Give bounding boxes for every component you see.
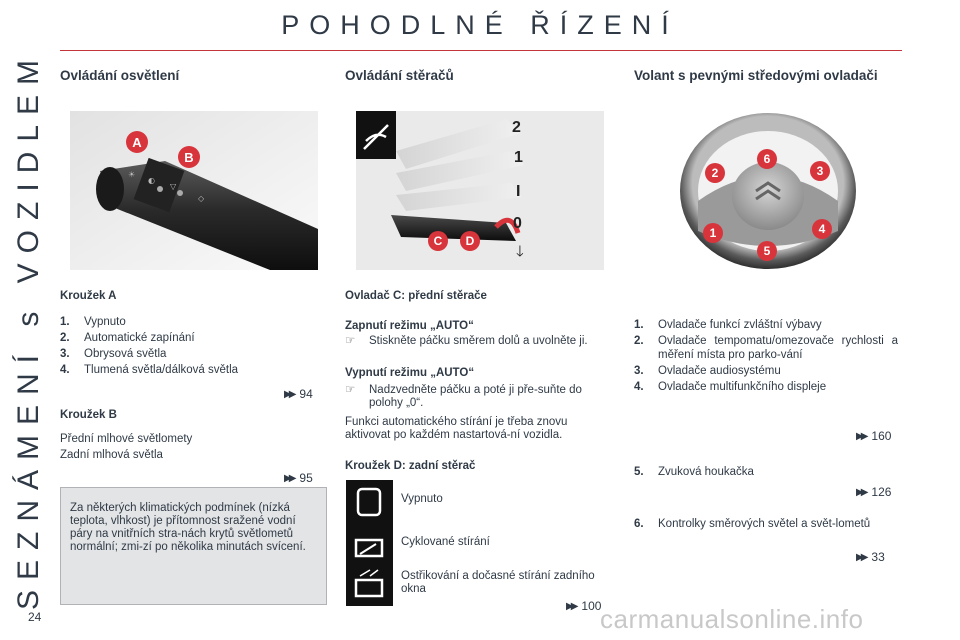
page-ref-arrow-icon: ▶▶ <box>856 551 866 563</box>
side-title: SEZNÁMENÍ s VOZIDLEM <box>12 49 46 611</box>
svg-text:◇: ◇ <box>198 194 205 203</box>
wiper-stalk-figure <box>356 111 604 270</box>
wiper-position-label: I <box>516 183 521 200</box>
page-ref: ▶▶ 33 <box>856 550 885 564</box>
arrow-bullet-icon: ☞ <box>345 384 356 396</box>
lighting-heading: Ovládání osvětlení <box>60 68 180 83</box>
page-title: POHODLNÉ ŘÍZENÍ <box>281 10 679 40</box>
lighting-stalk-illustration <box>70 111 318 270</box>
callout-6: 6 <box>757 149 777 169</box>
list-item: 4. Ovladače multifunkčního displeje <box>634 381 827 393</box>
list-item: 3. Ovladače audiosystému <box>634 365 781 377</box>
list-item: 3. Obrysová světla <box>60 348 167 360</box>
wheel-heading: Volant s pevnými středovými ovladači <box>634 68 878 83</box>
page-ref: ▶▶ 95 <box>284 471 313 485</box>
auto-off-step: ☞ Nadzvedněte páčku a poté ji pře-suňte do polohy „0“. <box>345 384 582 409</box>
page-ref-arrow-icon: ▶▶ <box>856 486 866 498</box>
steering-wheel-figure <box>644 111 892 270</box>
callout-3: 3 <box>810 161 830 181</box>
callout-5: 5 <box>757 241 777 261</box>
wiper-position-label: 2 <box>512 119 521 136</box>
rear-wiper-off-icon <box>358 489 380 515</box>
title-rule <box>60 50 902 51</box>
auto-on-title: Zapnutí režimu „AUTO“ <box>345 320 474 332</box>
rear-wiper-intermittent: Cyklované stírání <box>401 536 490 548</box>
page-ref-arrow-icon: ▶▶ <box>284 388 294 400</box>
list-item: 6. Kontrolky směrových světel a svět-lometů <box>634 518 871 530</box>
arrow-bullet-icon: ☞ <box>345 335 356 347</box>
wiper-position-label: 0 <box>513 215 522 232</box>
rear-wiper-icon-strip <box>346 480 393 606</box>
callout-4: 4 <box>812 219 832 239</box>
front-wiper-title: Ovladač C: přední stěrače <box>345 290 487 302</box>
wiper-position-label: 1 <box>514 149 523 166</box>
rear-washer: Ostřikování a dočasné stírání zadního okna <box>401 570 595 595</box>
list-item: 2. Ovladače tempomatu/omezovače rychlosti a měření místa pro parko-vání <box>634 335 898 361</box>
arrow-down-icon: 🡓 <box>516 243 524 260</box>
indicator-item <box>634 518 898 531</box>
page-ref: ▶▶ 94 <box>284 387 313 401</box>
svg-text:☀: ☀ <box>128 170 136 179</box>
list-item: 4. Tlumená světla/dálková světla <box>60 364 239 376</box>
rear-wiper-off: Vypnuto <box>401 493 443 505</box>
callout-c: C <box>428 231 448 251</box>
callout-2: 2 <box>705 163 725 183</box>
ring-b-title: Kroužek B <box>60 409 117 421</box>
rear-wiper-title: Kroužek D: zadní stěrač <box>345 460 476 472</box>
lighting-stalk-figure <box>70 111 318 270</box>
condensation-note: Za některých klimatických podmínek (nízká teplota, vlhkost) je přítomnost sražené vodní páry na vnitřních stra-nách krytů světlometů normální; zmi-zí po několika minutách svícení. <box>60 487 327 605</box>
callout-b: B <box>178 146 200 168</box>
svg-text:▽: ▽ <box>170 182 177 191</box>
ring-a-title: Kroužek A <box>60 290 117 302</box>
rear-washer-icon <box>356 580 382 596</box>
wipers-heading: Ovládání stěračů <box>345 68 454 83</box>
page-ref-arrow-icon: ▶▶ <box>284 472 294 484</box>
callout-d: D <box>460 231 480 251</box>
list-item: 1. Vypnuto <box>60 316 126 328</box>
page-number: 24 <box>28 610 42 624</box>
watermark: carmanualsonline.info <box>600 604 864 634</box>
auto-on-step: ☞ Stiskněte páčku směrem dolů a uvolněte ji. <box>345 335 588 347</box>
horn-item <box>634 464 898 480</box>
svg-text:◐: ◐ <box>148 176 155 185</box>
list-item: 1. Ovladače funkcí zvláštní výbavy <box>634 319 822 331</box>
page-ref: ▶▶ 126 <box>856 485 892 499</box>
list-item: 2. Automatické zapínání <box>60 332 195 344</box>
page-ref: ▶▶ 160 <box>856 429 892 443</box>
callout-a: A <box>126 131 148 153</box>
wiper-stalk-illustration <box>356 111 604 270</box>
ring-b-line: Zadní mlhová světla <box>60 449 163 461</box>
callout-1: 1 <box>703 223 723 243</box>
auto-off-title: Vypnutí režimu „AUTO“ <box>345 367 475 379</box>
wheel-controls-list <box>634 318 898 394</box>
auto-reset-text: Funkci automatického stírání je třeba znovu aktivovat po každém nastartová-ní vozidla. <box>345 416 568 441</box>
page-ref-arrow-icon: ▶▶ <box>856 430 866 442</box>
page-ref: ▶▶ 100 <box>566 599 602 613</box>
page-ref-arrow-icon: ▶▶ <box>566 600 576 612</box>
ring-b-line: Přední mlhové světlomety <box>60 433 193 445</box>
ring-a-list <box>60 314 320 378</box>
list-item: 5. Zvuková houkačka <box>634 466 754 478</box>
